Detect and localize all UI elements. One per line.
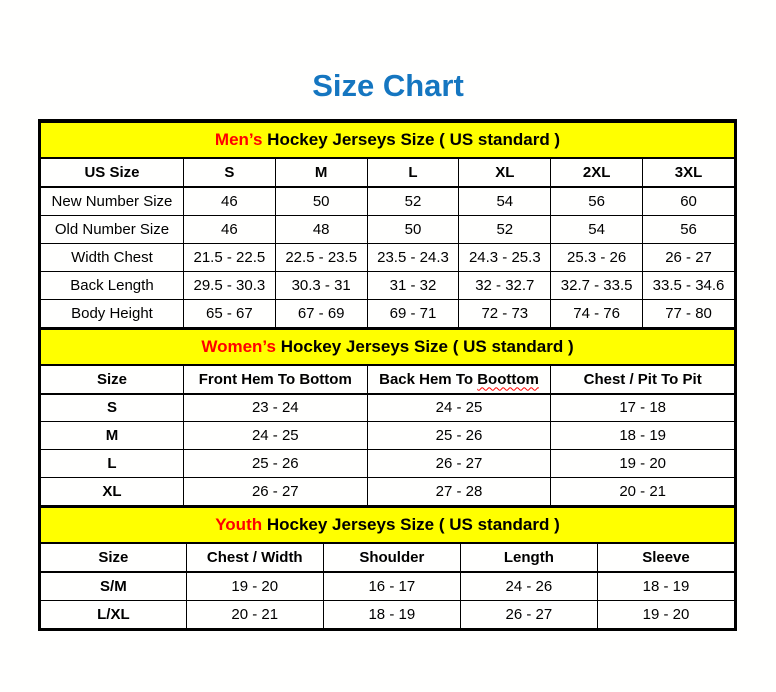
data-cell: 26 - 27 — [367, 450, 551, 478]
row-label: Back Length — [41, 271, 184, 299]
column-header: Length — [460, 543, 597, 572]
youth-size-table — [40, 506, 735, 629]
column-header: Sleeve — [597, 543, 734, 572]
row-label: Old Number Size — [41, 215, 184, 243]
data-cell: 24.3 - 25.3 — [459, 243, 551, 271]
column-header: XL — [459, 158, 551, 187]
womens-size-table — [40, 328, 735, 507]
table-row — [41, 187, 735, 215]
data-cell: 74 - 76 — [551, 299, 643, 327]
row-label: M — [41, 422, 184, 450]
data-cell: 50 — [275, 187, 367, 215]
table-row — [41, 450, 735, 478]
data-cell: 26 - 27 — [643, 243, 735, 271]
youth-band-text: Hockey Jerseys Size ( US standard ) — [262, 515, 560, 534]
womens-band-highlight: Women’s — [201, 336, 276, 356]
data-cell: 17 - 18 — [551, 394, 735, 422]
table-row — [41, 600, 735, 628]
data-cell: 20 - 21 — [551, 478, 735, 506]
data-cell: 18 - 19 — [323, 600, 460, 628]
column-header: Chest / Width — [186, 543, 323, 572]
womens-band-text: Hockey Jerseys Size ( US standard ) — [275, 336, 574, 356]
data-cell: 24 - 26 — [460, 572, 597, 600]
data-cell: 77 - 80 — [643, 299, 735, 327]
row-label: New Number Size — [41, 187, 184, 215]
row-label: S — [41, 394, 184, 422]
row-label: S/M — [41, 572, 187, 600]
column-header: M — [275, 158, 367, 187]
table-row — [41, 572, 735, 600]
womens-band-title — [41, 329, 735, 365]
table-row — [41, 215, 735, 243]
data-cell: 33.5 - 34.6 — [643, 271, 735, 299]
data-cell: 56 — [551, 187, 643, 215]
womens-column-header-row — [41, 365, 735, 394]
data-cell: 24 - 25 — [183, 422, 367, 450]
data-cell: 46 — [183, 187, 275, 215]
data-cell: 56 — [643, 215, 735, 243]
column-header: S — [183, 158, 275, 187]
data-cell: 19 - 20 — [597, 600, 734, 628]
table-row — [41, 422, 735, 450]
table-row — [41, 299, 735, 327]
mens-size-table — [40, 121, 735, 328]
table-row — [41, 394, 735, 422]
data-cell: 25.3 - 26 — [551, 243, 643, 271]
row-label: L/XL — [41, 600, 187, 628]
column-header: Size — [41, 365, 184, 394]
data-cell: 16 - 17 — [323, 572, 460, 600]
row-label: L — [41, 450, 184, 478]
data-cell: 21.5 - 22.5 — [183, 243, 275, 271]
data-cell: 60 — [643, 187, 735, 215]
data-cell: 26 - 27 — [183, 478, 367, 506]
data-cell: 30.3 - 31 — [275, 271, 367, 299]
data-cell: 26 - 27 — [460, 600, 597, 628]
data-cell: 25 - 26 — [367, 422, 551, 450]
data-cell: 22.5 - 23.5 — [275, 243, 367, 271]
mens-band-highlight: Men’s — [214, 130, 263, 149]
mens-band-text: Hockey Jerseys Size ( US standard ) — [262, 130, 561, 149]
row-label: Body Height — [41, 299, 184, 327]
data-cell: 52 — [459, 215, 551, 243]
column-header: Shoulder — [323, 543, 460, 572]
table-row — [41, 478, 735, 506]
data-cell: 24 - 25 — [367, 394, 551, 422]
table-row — [41, 243, 735, 271]
column-header: 3XL — [643, 158, 735, 187]
data-cell: 72 - 73 — [459, 299, 551, 327]
column-header: Chest / Pit To Pit — [551, 365, 735, 394]
data-cell: 69 - 71 — [367, 299, 459, 327]
data-cell: 19 - 20 — [551, 450, 735, 478]
column-header: US Size — [41, 158, 184, 187]
data-cell: 65 - 67 — [183, 299, 275, 327]
column-header: Back Hem To Boottom — [367, 365, 551, 394]
data-cell: 18 - 19 — [597, 572, 734, 600]
data-cell: 67 - 69 — [275, 299, 367, 327]
data-cell: 52 — [367, 187, 459, 215]
row-label: Width Chest — [41, 243, 184, 271]
data-cell: 23.5 - 24.3 — [367, 243, 459, 271]
data-cell: 54 — [551, 215, 643, 243]
table-row — [41, 271, 735, 299]
data-cell: 29.5 - 30.3 — [183, 271, 275, 299]
data-cell: 23 - 24 — [183, 394, 367, 422]
youth-section-band — [41, 507, 735, 543]
data-cell: 32.7 - 33.5 — [551, 271, 643, 299]
column-header: Front Hem To Bottom — [183, 365, 367, 394]
column-header: L — [367, 158, 459, 187]
youth-band-title — [41, 507, 735, 543]
mens-section-band — [41, 122, 735, 158]
misspelled-word: Boottom — [477, 370, 539, 388]
data-cell: 46 — [183, 215, 275, 243]
data-cell: 48 — [275, 215, 367, 243]
youth-column-header-row — [41, 543, 735, 572]
data-cell: 32 - 32.7 — [459, 271, 551, 299]
data-cell: 27 - 28 — [367, 478, 551, 506]
data-cell: 25 - 26 — [183, 450, 367, 478]
youth-band-highlight: Youth — [215, 515, 263, 534]
mens-column-header-row — [41, 158, 735, 187]
size-chart — [38, 119, 737, 631]
mens-band-title — [41, 122, 735, 158]
column-header: 2XL — [551, 158, 643, 187]
womens-section-band — [41, 329, 735, 365]
page-title: Size Chart — [312, 68, 464, 103]
data-cell: 20 - 21 — [186, 600, 323, 628]
data-cell: 31 - 32 — [367, 271, 459, 299]
column-header: Size — [41, 543, 187, 572]
data-cell: 18 - 19 — [551, 422, 735, 450]
data-cell: 19 - 20 — [186, 572, 323, 600]
data-cell: 50 — [367, 215, 459, 243]
row-label: XL — [41, 478, 184, 506]
data-cell: 54 — [459, 187, 551, 215]
